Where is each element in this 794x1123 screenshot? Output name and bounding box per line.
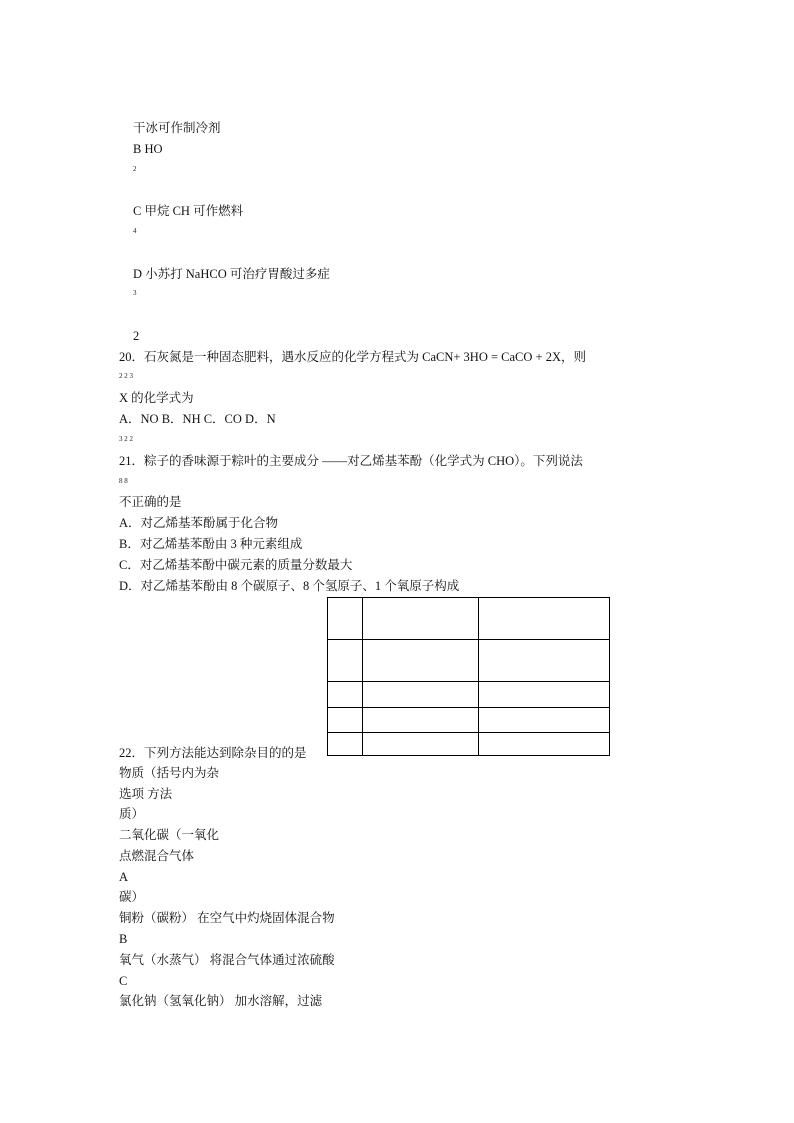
option-c-text: C 甲烷 CH 可作燃料 bbox=[133, 204, 244, 218]
table-row-divider bbox=[328, 639, 609, 640]
subscript-line: 3 2 2 bbox=[119, 435, 133, 443]
subscript-line: 3 bbox=[133, 289, 137, 297]
table-cell-label-c: C bbox=[119, 974, 128, 988]
table-cell-substance-a-cont: 碳） bbox=[119, 890, 145, 904]
question-21-option-b: B．对乙烯基苯酚由 3 种元素组成 bbox=[119, 537, 303, 551]
subscript-line: 2 2 3 bbox=[119, 372, 133, 380]
table-row-divider bbox=[328, 707, 609, 708]
option-d-text: D 小苏打 NaHCO 可治疗胃酸过多症 bbox=[133, 267, 330, 281]
option-b-text: B HO bbox=[133, 142, 163, 156]
question-20-options: A．NO B．NH C．CO D．N bbox=[119, 412, 276, 426]
question-21-option-c: C．对乙烯基苯酚中碳元素的质量分数最大 bbox=[119, 558, 353, 572]
table-cell-method-a: 点燃混合气体 bbox=[119, 849, 195, 863]
table-row-c-content: 氧气（水蒸气） 将混合气体通过浓硫酸 bbox=[119, 953, 335, 967]
table-column-divider bbox=[362, 598, 363, 755]
table-header-substance-cont: 质） bbox=[119, 807, 145, 821]
stray-digit: 2 bbox=[133, 329, 140, 343]
subscript-line: 8 8 bbox=[119, 477, 128, 485]
table-header-substance: 物质（括号内为杂 bbox=[119, 766, 220, 780]
question-22-stem: 22．下列方法能达到除杂目的的是 bbox=[119, 746, 307, 760]
table-row-b-content: 铜粉（碳粉） 在空气中灼烧固体混合物 bbox=[119, 911, 335, 925]
question-20-stem: 20．石灰氮是一种固态肥料，遇水反应的化学方程式为 CaCN+ 3HO = CaCO + 2X，则 bbox=[119, 350, 586, 364]
table-header-option-method: 选项 方法 bbox=[119, 787, 173, 801]
subscript-line: 4 bbox=[133, 227, 137, 235]
empty-table-grid bbox=[327, 597, 610, 756]
table-row-divider bbox=[328, 732, 609, 733]
table-cell-label-a: A bbox=[119, 870, 129, 884]
table-cell-label-b: B bbox=[119, 932, 128, 946]
question-21-option-d: D．对乙烯基苯酚由 8 个碳原子、8 个氢原子、1 个氧原子构成 bbox=[119, 579, 460, 593]
option-a-text: 干冰可作制冷剂 bbox=[133, 121, 221, 135]
question-20-stem-cont: X 的化学式为 bbox=[119, 391, 194, 405]
table-column-divider bbox=[478, 598, 479, 755]
table-row-d-content: 氯化钠（氢氧化钠） 加水溶解，过滤 bbox=[119, 994, 323, 1008]
question-21-option-a: A．对乙烯基苯酚属于化合物 bbox=[119, 516, 279, 530]
question-21-stem: 21．粽子的香味源于粽叶的主要成分 ——对乙烯基苯酚（化学式为 CHO）。下列说法 bbox=[119, 454, 583, 468]
subscript-line: 2 bbox=[133, 165, 137, 173]
question-21-stem-cont: 不正确的是 bbox=[119, 495, 182, 509]
table-cell-substance-a: 二氧化碳（一氧化 bbox=[119, 828, 220, 842]
table-row-divider bbox=[328, 681, 609, 682]
